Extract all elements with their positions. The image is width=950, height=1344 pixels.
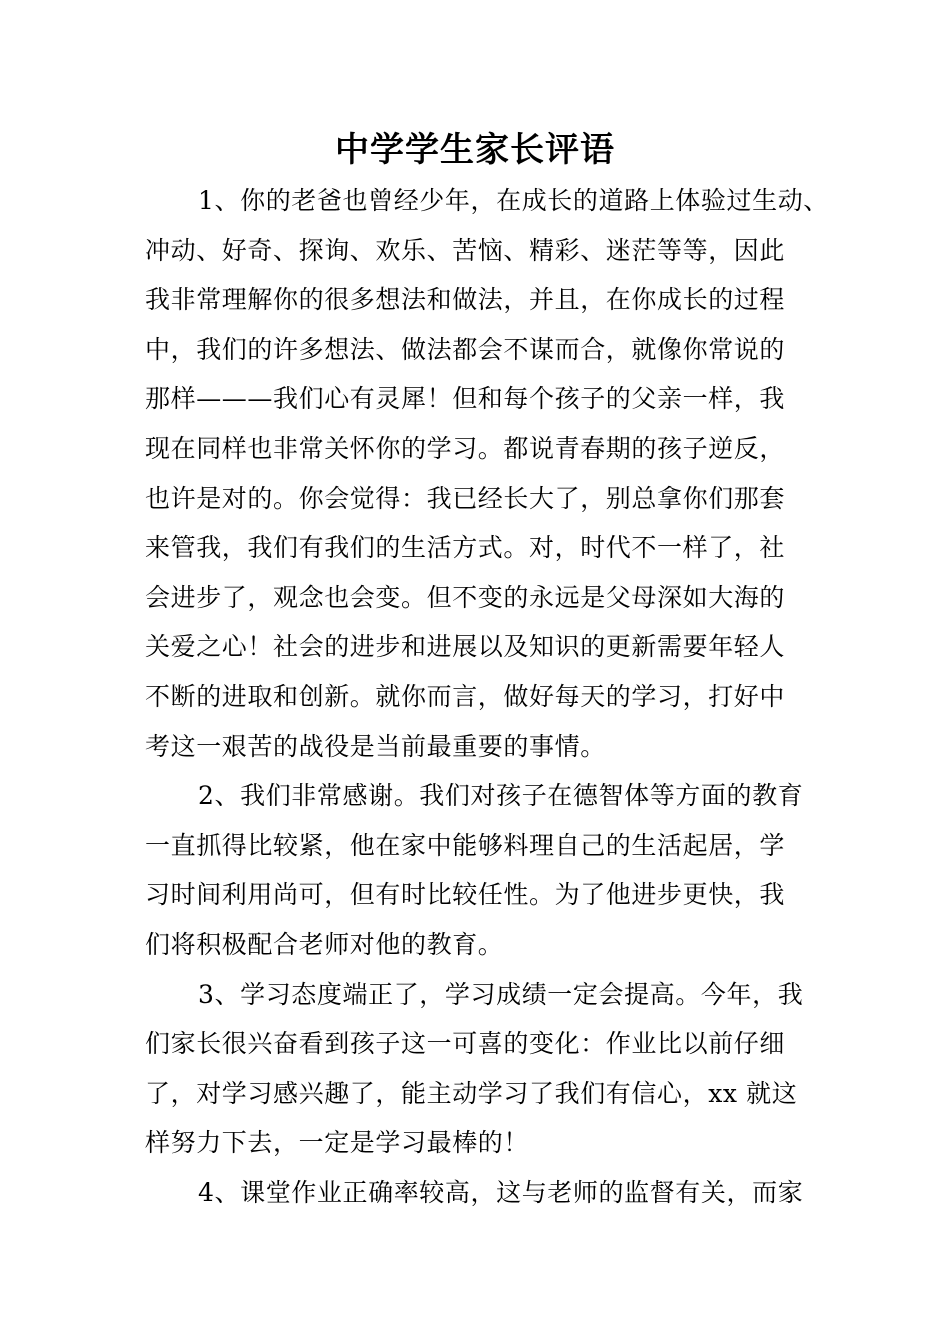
document-title: 中学学生家长评语: [335, 130, 615, 170]
text-line: 也许是对的。你会觉得：我已经长大了，别总拿你们那套: [145, 483, 786, 513]
text-line: 习时间利用尚可，但有时比较任性。为了他进步更快，我: [145, 880, 786, 910]
text-line: 考这一艰苦的战役是当前最重要的事情。: [145, 731, 606, 761]
paragraph-3: [145, 970, 835, 1168]
text-line: 来管我，我们有我们的生活方式。对，时代不一样了，社: [145, 533, 786, 563]
text-line: 不断的进取和创新。就你而言，做好每天的学习，打好中: [145, 681, 786, 711]
text-line: 2、我们非常感谢。我们对孩子在德智体等方面的教育: [198, 781, 804, 811]
text-line: 会进步了，观念也会变。但不变的永远是父母深如大海的: [145, 582, 786, 612]
paragraph-2: [145, 771, 835, 969]
text-line: 一直抓得比较紧，他在家中能够料理自己的生活起居，学: [145, 830, 786, 860]
text-line: 那样———我们心有灵犀！但和每个孩子的父亲一样，我: [145, 384, 786, 414]
text-line: 了，对学习感兴趣了，能主动学习了我们有信心，xx 就这: [145, 1078, 798, 1108]
text-line: 中，我们的许多想法、做法都会不谋而合，就像你常说的: [145, 334, 786, 364]
paragraph-4: [145, 1168, 835, 1218]
text-line: 冲动、好奇、探询、欢乐、苦恼、精彩、迷茫等等，因此: [145, 235, 786, 265]
text-line: 4、课堂作业正确率较高，这与老师的监督有关，而家: [198, 1177, 804, 1207]
document-body: [145, 176, 835, 1217]
text-line: 我非常理解你的很多想法和做法，并且，在你成长的过程: [145, 285, 786, 315]
text-line: 现在同样也非常关怀你的学习。都说青春期的孩子逆反，: [145, 433, 786, 463]
text-line: 3、学习态度端正了，学习成绩一定会提高。今年，我: [198, 979, 804, 1009]
text-line: 样努力下去，一定是学习最棒的！: [145, 1128, 530, 1158]
text-line: 们将积极配合老师对他的教育。: [145, 929, 504, 959]
text-line: 1、你的老爸也曾经少年，在成长的道路上体验过生动、: [198, 186, 829, 215]
paragraph-1: [145, 176, 835, 771]
text-line: 们家长很兴奋看到孩子这一可喜的变化：作业比以前仔细: [145, 1029, 786, 1059]
text-line: 关爱之心！社会的进步和进展以及知识的更新需要年轻人: [145, 632, 786, 662]
